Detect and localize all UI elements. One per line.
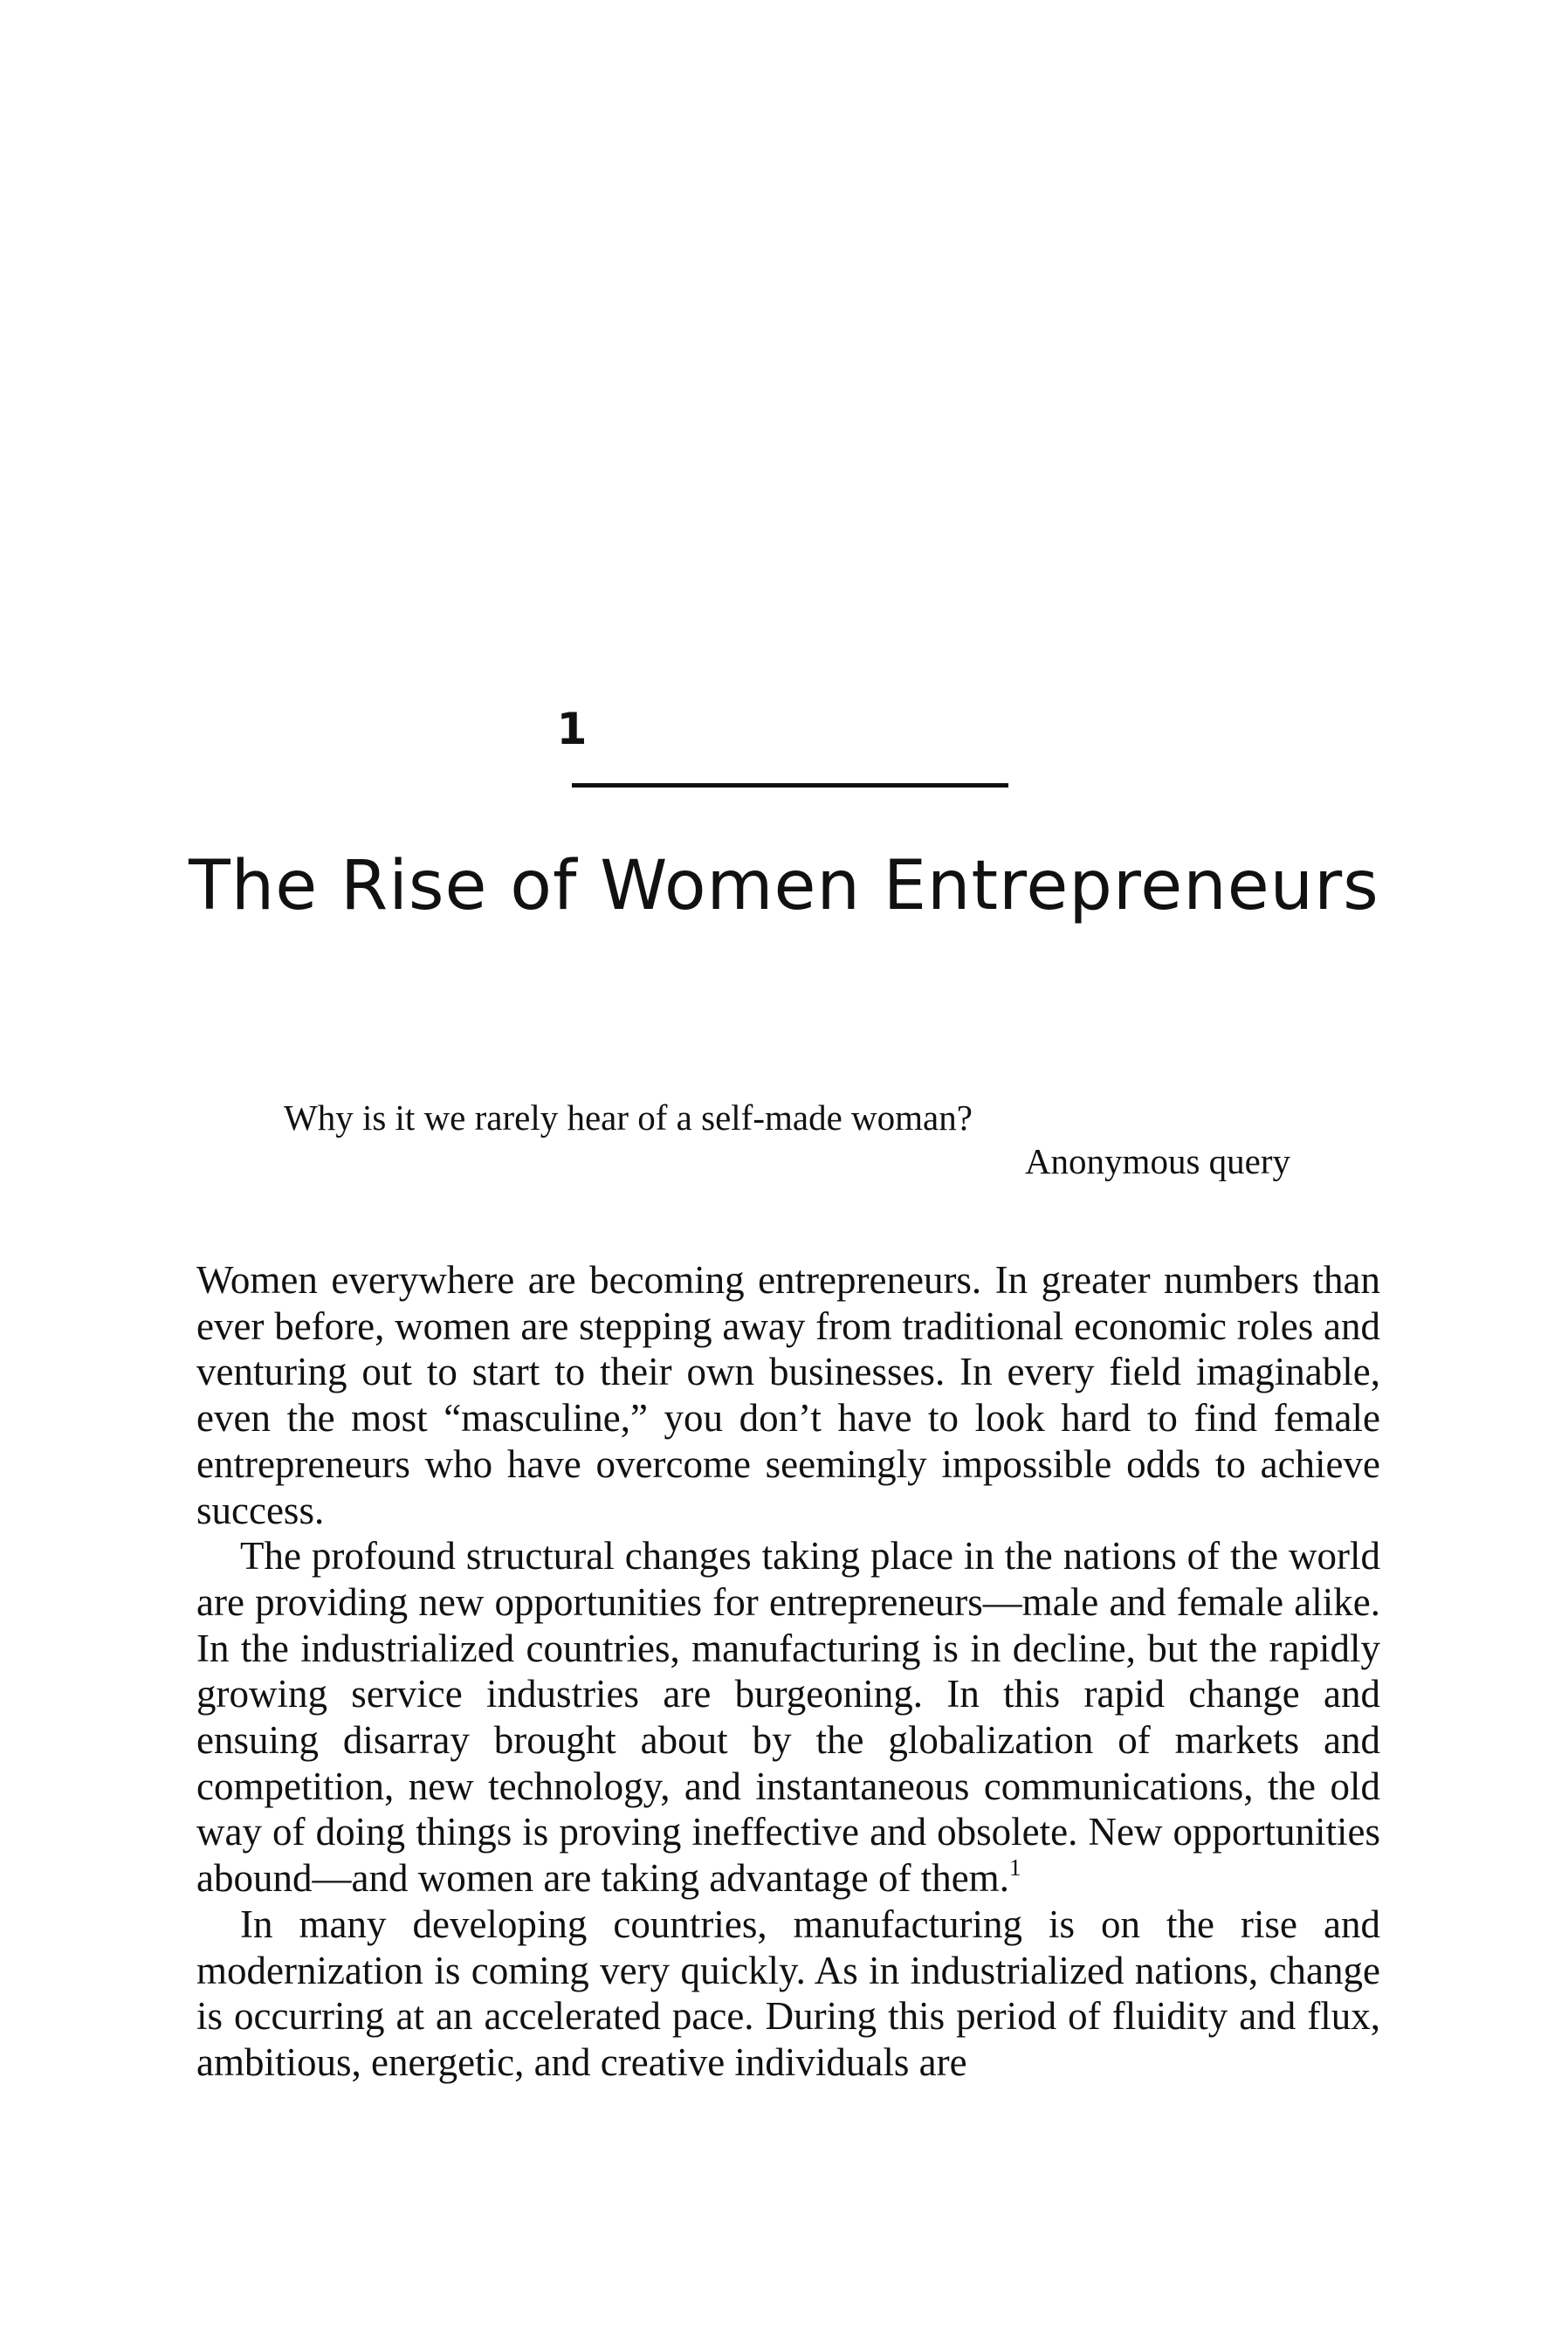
paragraph-2-text: The profound structural changes taking place in the nations of the world are providing new opportunities for entrepreneurs—male and female alike. In the industrialized countries, manufacturing is in decline, but the rapidly growing service industries are burgeoning. In this rapid change and ensuing disarray brought about by the globalization of markets and competition, new technology, and instantaneous communications, the old way of doing things is proving ineffective and obsolete. New opportunities abound—and women are taking advantage of them. <box>196 1534 1380 1901</box>
chapter-number: 1 <box>556 704 588 754</box>
paragraph-2 <box>196 1533 1380 1902</box>
chapter-rule <box>572 783 1008 788</box>
chapter-title: The Rise of Women Entrepreneurs <box>189 847 1379 925</box>
epigraph-quote: Why is it we rarely hear of a self-made woman? <box>284 1097 973 1138</box>
footnote-ref: 1 <box>1008 1854 1021 1881</box>
epigraph-attribution: Anonymous query <box>1024 1141 1290 1181</box>
body-text <box>196 1257 1380 2086</box>
paragraph-3: In many developing countries, manufacturing is on the rise and modernization is coming very quickly. As in industrialized nations, change is occurring at an accelerated pace. During this period of fluidity and flux, ambitious, energetic, and creative individuals are <box>196 1902 1380 2084</box>
paragraph-1: Women everywhere are becoming entrepreneurs. In greater numbers than ever before, women are stepping away from traditional economic roles and venturing out to start to their own businesses. In every field imaginable, even the most “masculine,” you don’t have to look hard to find female entrepreneurs who have overcome seemingly impossible odds to achieve success. <box>196 1258 1380 1532</box>
